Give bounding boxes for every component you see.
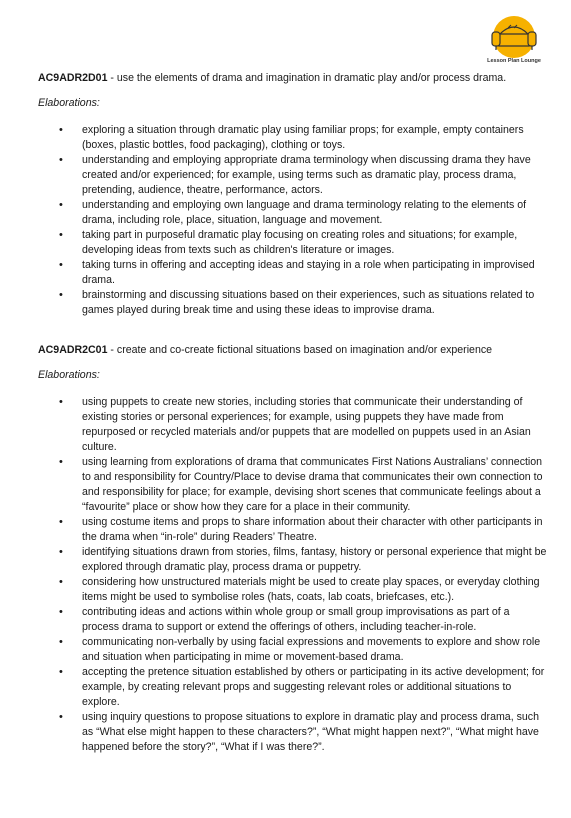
elaborations-label: Elaborations:	[38, 97, 100, 109]
list-item: • considering how unstructured materials might be used to create play spaces, or everyday clothing items might be used to symbolise roles (hats, coats, lab coats, briefcases, etc.).	[38, 575, 548, 605]
list-item: • using puppets to create new stories, including stories that communicate their understanding of existing stories or personal experiences; for example, using puppets they have made from repurposed or recycled materials and/or puppets that are modelled on puppets used in an Asian culture.	[38, 395, 548, 455]
elaborations-label: Elaborations:	[38, 369, 100, 381]
logo-text: Lesson Plan Lounge	[487, 58, 541, 64]
sofa-icon	[478, 14, 550, 60]
list-item: • accepting the pretence situation established by others or participating in its active development; for example, by creating relevant props and suggesting relevant roles or additional situations to explore.	[38, 665, 548, 710]
curriculum-code: AC9ADR2C01	[38, 344, 108, 356]
list-item: • using inquiry questions to propose situations to explore in dramatic play and process drama, such as “What else might happen to these characters?”, “What might happen next?”, “What might have happened before the story?”, “What if I was there?”.	[38, 710, 548, 755]
list-item: • understanding and employing own language and drama terminology relating to the elements of drama, including role, place, situation, language and movement.	[38, 198, 548, 228]
curriculum-description: - use the elements of drama and imagination in dramatic play and/or process drama.	[107, 72, 507, 84]
section-heading	[38, 71, 548, 86]
elaborations-list	[38, 123, 548, 318]
list-item: • brainstorming and discussing situations based on their experiences, such as situations related to games played during break time and using these ideas to improvise drama.	[38, 288, 548, 318]
section-ac9adr2d01	[38, 71, 548, 318]
document-body	[38, 71, 548, 755]
section-ac9adr2c01	[38, 343, 548, 755]
list-item: • understanding and employing appropriate drama terminology when discussing drama they have created and/or experienced; for example, using terms such as dramatic play, process drama, pretending, audience, theatre, performance, actors.	[38, 153, 548, 198]
elaborations-list	[38, 395, 548, 755]
curriculum-code: AC9ADR2D01	[38, 72, 108, 84]
lesson-plan-lounge-logo	[478, 14, 550, 70]
list-item: • taking part in purposeful dramatic play focusing on creating roles and situations; for example, developing ideas from texts such as children's literature or images.	[38, 228, 548, 258]
list-item: • exploring a situation through dramatic play using familiar props; for example, empty containers (boxes, plastic bottles, food packaging), clothing or toys.	[38, 123, 548, 153]
list-item: • communicating non-verbally by using facial expressions and movements to explore and show role and situation when participating in mime or movement-based drama.	[38, 635, 548, 665]
curriculum-description: - create and co-create fictional situations based on imagination and/or experience	[107, 344, 493, 356]
list-item: • using costume items and props to share information about their character with other participants in the drama when “in-role” during Readers’ Theatre.	[38, 515, 548, 545]
section-heading	[38, 343, 548, 358]
list-item: • identifying situations drawn from stories, films, fantasy, history or personal experience that might be explored through dramatic play, process drama or puppetry.	[38, 545, 548, 575]
list-item: • taking turns in offering and accepting ideas and staying in a role when participating in improvised drama.	[38, 258, 548, 288]
list-item: • using learning from explorations of drama that communicates First Nations Australians’ connection to and responsibility for Country/Place to devise drama that communicates their own connection to and responsibility for place; for example, devising short scenes that communicate feelings about a “favourite” place or show how they care for a place in their community.	[38, 455, 548, 515]
list-item: • contributing ideas and actions within whole group or small group improvisations as part of a process drama to support or extend the offerings of others, including teacher-in-role.	[38, 605, 548, 635]
